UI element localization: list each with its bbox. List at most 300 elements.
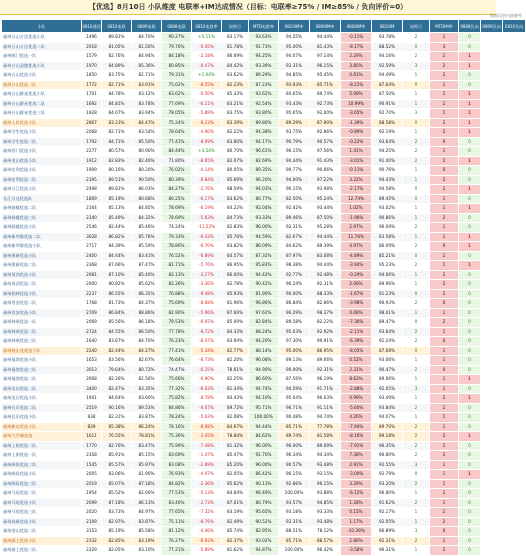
table-cell: 84.55% [102,327,132,337]
table-cell: 0 [459,365,481,375]
table-cell: 1768 [82,299,102,309]
table-row[interactable] [2,498,526,508]
table-cell: 84.62% [249,432,279,442]
table-row[interactable] [2,80,526,90]
table-cell: 87.50% [372,90,403,100]
table-cell: 80.72% [132,365,162,375]
table-cell: 82.05% [102,546,132,556]
table-cell: 2.29% [341,52,372,62]
column-header[interactable]: 0810IM率 [279,20,310,33]
table-row[interactable] [2,194,526,204]
table-cell: 87.50% [310,213,341,223]
table-cell: 2 [430,61,459,71]
table-cell: 82.71% [132,71,162,81]
table-cell: 1.41% [341,147,372,157]
table-cell: 2 [403,441,430,451]
table-cell: 94.25% [372,147,403,157]
column-header[interactable]: 0810IM [372,20,403,33]
column-header[interactable]: 0808负向 [459,20,481,33]
table-cell: 88.52% [372,42,403,52]
table-cell: 2 [430,318,459,328]
table-cell: 86.24% [132,422,162,432]
table-row[interactable] [2,318,526,328]
table-cell: -4.89% [341,251,372,261]
table-cell: 93.39% [249,61,279,71]
table-cell: 2019 [82,479,102,489]
table-cell: 81.43% [310,42,341,52]
table-cell: 2.86% [341,536,372,546]
table-cell: 82.26% [162,280,192,290]
table-cell: 80.05% [222,166,249,176]
table-cell: 94.87% [249,546,279,556]
table-cell: 76.55% [102,432,132,442]
table-cell: 87.47% [132,261,162,271]
table-cell: 93.93% [279,80,310,90]
table-cell: -2.89% [192,460,222,470]
table-cell: 97.14% [310,52,341,62]
data-note: 数据仅供内部参考 [490,13,522,18]
table-row[interactable] [2,346,526,356]
table-cell: 1772 [82,80,102,90]
table-cell: 84.84% [222,489,249,499]
table-cell: 0.99% [341,394,372,404]
table-cell: -3.58% [341,546,372,556]
table-cell: -1.96% [341,213,372,223]
team-name-cell: 福州上街优选二队 [2,441,82,451]
table-row[interactable] [2,403,526,413]
table-cell: 0 [430,527,459,537]
table-cell: 0 [459,80,481,90]
column-header[interactable]: 小队 [2,20,82,33]
table-cell: 1 [403,375,430,385]
table-cell: 79.31% [162,71,192,81]
table-cell: 2867 [82,118,102,128]
table-cell: 83.62% [162,90,192,100]
table-cell: 0 [430,365,459,375]
table-cell: -6.43% [192,232,222,242]
team-name-cell: 福州台山优选小队 [2,71,82,81]
table-cell: 89.47% [372,318,403,328]
table-cell: 96.71% [279,403,310,413]
table-cell: -3.00% [341,470,372,480]
table-cell: 12.74% [341,194,372,204]
table-row[interactable] [2,99,526,109]
table-cell: 0 [403,118,430,128]
table-cell: 94.43% [372,175,403,185]
table-cell: 87.97% [279,251,310,261]
table-cell: 83.08% [310,251,341,261]
table-cell: 93.64% [372,137,403,147]
table-cell: 77.69% [162,99,192,109]
table-cell: 84.86% [162,403,192,413]
table-row[interactable] [2,147,526,157]
table-cell: 0 [459,280,481,290]
table-cell: 81.58% [310,432,341,442]
table-cell: 89.09% [310,441,341,451]
table-cell: 96.15% [279,185,310,195]
table-cell: 2.31% [341,365,372,375]
table-row[interactable] [2,242,526,252]
table-cell: 2 [430,71,459,81]
table-cell: 82.77% [222,346,249,356]
table-cell: 1 [459,90,481,100]
table-cell: 96.15% [310,61,341,71]
table-cell: 1 [459,128,481,138]
table-row[interactable] [2,251,526,261]
table-cell: 96.49% [249,489,279,499]
table-row[interactable] [2,90,526,100]
table-cell: 0 [459,337,481,347]
table-row[interactable] [2,213,526,223]
table-cell: -4.14% [192,166,222,176]
table-cell: -6.11% [192,99,222,109]
table-cell: 93.44% [310,204,341,214]
table-cell: 86.84% [279,299,310,309]
table-cell: 90.24% [279,280,310,290]
table-row[interactable] [2,61,526,71]
table-cell: 2068 [82,128,102,138]
table-row[interactable] [2,33,526,43]
table-cell: -8.47% [192,337,222,347]
table-cell: 85.50% [132,137,162,147]
team-name-cell: 福州龙岩优选二队 [2,384,82,394]
table-cell: 85.20% [222,460,249,470]
table-cell: -6.25% [192,365,222,375]
table-cell: 0 [459,508,481,518]
table-cell: 2 [430,251,459,261]
table-cell: 96.00% [249,460,279,470]
table-cell: 1 [459,375,481,385]
table-cell: 2 [430,213,459,223]
table-cell: 83.41% [132,251,162,261]
team-name-cell: 福州马尾优选小队 [2,498,82,508]
team-name-cell: 福州马尾优选二队 [2,489,82,499]
table-cell: 1 [403,308,430,318]
table-cell: 80.85% [162,61,192,71]
table-cell: +1.04% [192,71,222,81]
report-title: 【优选】8月10日 小队维度 电联率+IM达成情况（目标：电联率≥75% / IM≥85% / 负向评价=0） [0,0,496,15]
table-cell: 94.55% [279,33,310,43]
table-cell: 0 [459,413,481,423]
table-cell: 81.62% [222,546,249,556]
table-cell: +3.54% [192,147,222,157]
table-row[interactable] [2,261,526,271]
table-row[interactable] [2,289,526,299]
table-row[interactable] [2,394,526,404]
table-cell: 82.67% [132,356,162,366]
table-cell: 96.00% [279,441,310,451]
table-cell: 94.44% [310,261,341,271]
team-name-cell: 福州台山群星优选小队 [2,90,82,100]
table-cell: 83.62% [222,71,249,81]
table-row[interactable] [2,384,526,394]
column-header[interactable]: 0810通话 [82,20,102,33]
table-cell: 2498 [82,185,102,195]
table-cell: -7.91% [341,441,372,451]
table-cell: 81.32% [222,441,249,451]
team-name-cell: 福州人民优选小队 [2,118,82,128]
table-row[interactable] [2,137,526,147]
table-cell: 71.80% [162,156,192,166]
table-cell: -5.96% [192,308,222,318]
table-cell: 2 [430,185,459,195]
table-cell: 2 [430,156,459,166]
column-header[interactable]: 0809电联 [132,20,162,33]
table-cell: 96.86% [249,299,279,309]
table-row[interactable] [2,536,526,546]
table-cell: 86.03% [132,185,162,195]
table-cell: 94.85% [310,498,341,508]
table-cell: -0.22% [341,137,372,147]
table-row[interactable] [2,517,526,527]
table-cell: 84.33% [222,327,249,337]
table-row[interactable] [2,441,526,451]
table-row[interactable] [2,118,526,128]
table-row[interactable] [2,299,526,309]
table-cell: 84.94% [132,52,162,62]
table-row[interactable] [2,270,526,280]
table-row[interactable] [2,308,526,318]
table-row[interactable] [2,546,526,556]
table-cell: 75.69% [162,299,192,309]
table-cell: -4.46% [192,527,222,537]
table-cell: 94.07% [372,413,403,423]
table-cell: 98.37% [310,308,341,318]
table-row[interactable] [2,337,526,347]
table-cell: 93.49% [372,394,403,404]
table-cell: 1 [403,99,430,109]
table-cell: 87.66% [102,261,132,271]
table-row[interactable] [2,42,526,52]
column-header[interactable]: 0808电联 [162,20,192,33]
table-cell: 95.23% [372,261,403,271]
team-name-cell: 福州新店优选小队 [2,422,82,432]
table-cell: 85.59% [132,242,162,252]
table-cell: -8.08% [192,422,222,432]
table-row[interactable] [2,128,526,138]
table-row[interactable] [2,327,526,337]
table-cell: 92.05% [372,517,403,527]
table-cell: 82.44% [102,346,132,356]
table-cell: 91.62% [372,498,403,508]
table-cell: 1 [430,33,459,43]
table-row[interactable] [2,156,526,166]
table-cell: 90.57% [279,460,310,470]
table-cell: 83.87% [132,517,162,527]
table-cell: 82.50% [279,194,310,204]
table-cell: 89.80% [249,118,279,128]
table-cell: 90.16% [102,403,132,413]
table-cell: 1 [430,460,459,470]
table-cell: 2 [403,451,430,461]
table-cell: 76.23% [162,337,192,347]
table-row[interactable] [2,413,526,423]
table-cell: 90.50% [132,175,162,185]
table-cell: 1 [430,90,459,100]
table-cell: 93.98% [310,185,341,195]
table-cell: -2.88% [341,384,372,394]
table-cell: 89.29% [279,118,310,128]
table-cell: 87.90% [310,118,341,128]
table-cell: 86.89% [372,527,403,537]
table-cell: 1 [459,185,481,195]
table-cell: 1 [430,479,459,489]
table-row[interactable] [2,71,526,81]
table-cell: 1 [459,61,481,71]
column-header[interactable]: MTD电联率 [249,20,279,33]
table-cell: 1 [459,156,481,166]
column-header[interactable]: 0809负向 [481,20,503,33]
table-cell: 78.69% [162,213,192,223]
table-cell: 1 [403,394,430,404]
table-row[interactable] [2,479,526,489]
table-cell: 83.40% [162,498,192,508]
table-cell: 93.63% [249,33,279,43]
table-cell: 1 [430,384,459,394]
team-name-cell: 福州晋安优选小队 [2,308,82,318]
table-cell: 78.81% [132,432,162,442]
table-cell: 2 [430,403,459,413]
table-cell: 94.90% [249,365,279,375]
table-cell: 82.46% [132,156,162,166]
table-cell: 81.73% [102,299,132,309]
table-cell: 0 [459,517,481,527]
table-cell: -2.11% [341,327,372,337]
table-cell: 0 [459,308,481,318]
team-name-cell: 福州林果优选三队 [2,337,82,347]
table-cell: -8.65% [192,156,222,166]
table-cell: 85.69% [222,175,249,185]
table-cell: 2 [430,451,459,461]
table-cell: 1 [459,109,481,119]
table-cell: 83.08% [162,460,192,470]
column-header[interactable]: 较昨日 [403,20,430,33]
table-row[interactable] [2,175,526,185]
table-row[interactable] [2,166,526,176]
table-row[interactable] [2,204,526,214]
table-cell: -6.17% [192,194,222,204]
table-cell: 77.65% [162,508,192,518]
table-cell: 80.20% [132,166,162,176]
table-cell: 92.92% [310,327,341,337]
team-name-cell: 福州柏林优选小队 [2,289,82,299]
table-row[interactable] [2,432,526,442]
table-cell: 86.09% [372,242,403,252]
table-cell: 94.00% [279,175,310,185]
table-cell: 0 [459,147,481,157]
table-cell: 0 [403,346,430,356]
table-cell: 84.78% [102,90,132,100]
table-row[interactable] [2,470,526,480]
table-cell: 81.96% [222,299,249,309]
table-row[interactable] [2,460,526,470]
table-cell: 2099 [82,498,102,508]
column-header[interactable]: 0810电联率 [192,20,222,33]
table-cell: 84.22% [222,204,249,214]
table-cell: 2358 [82,451,102,461]
column-header[interactable]: 0810电联 [102,20,132,33]
column-header[interactable]: 0810负向 [503,20,526,33]
table-cell: +5.11% [192,33,222,43]
table-cell: 89.46% [279,213,310,223]
table-row[interactable] [2,422,526,432]
table-cell: 0 [459,71,481,81]
column-header[interactable]: 0808IM率 [341,20,372,33]
column-header[interactable]: 0809IM率 [310,20,341,33]
table-cell: 88.58% [372,118,403,128]
table-row[interactable] [2,52,526,62]
table-row[interactable] [2,527,526,537]
table-row[interactable] [2,185,526,195]
table-cell: 95.00% [279,42,310,52]
table-cell: 2 [403,156,430,166]
table-cell: 2 [403,536,430,546]
table-row[interactable] [2,109,526,119]
table-row[interactable] [2,223,526,233]
table-row[interactable] [2,375,526,385]
table-cell: -7.48% [192,441,222,451]
table-cell: 83.47% [132,441,162,451]
table-row[interactable] [2,451,526,461]
table-cell: 0 [459,451,481,461]
table-cell: 89.29% [249,71,279,81]
table-cell: 2 [403,137,430,147]
table-cell: -7.36% [341,318,372,328]
table-cell: 85.21% [372,251,403,261]
team-name-cell: 福州学生优选二队 [2,137,82,147]
table-cell: 76.52% [162,251,192,261]
table-cell: 92.59% [372,61,403,71]
table-cell: -0.29% [341,270,372,280]
table-cell: 2 [403,261,430,271]
table-cell: 1 [430,232,459,242]
table-cell: -4.90% [192,128,222,138]
table-cell: -9.23% [192,118,222,128]
table-row[interactable] [2,232,526,242]
table-row[interactable] [2,356,526,366]
table-row[interactable] [2,280,526,290]
table-cell: 76.64% [162,356,192,366]
table-cell: 1 [430,194,459,204]
table-cell: 0 [459,422,481,432]
column-header[interactable]: 较昨日 [222,20,249,33]
table-cell: 1 [430,375,459,385]
table-cell: 82.05% [222,470,249,480]
table-cell: 90.27% [162,33,192,43]
table-cell: 1 [403,280,430,290]
table-row[interactable] [2,508,526,518]
column-header[interactable]: MTDIM率 [430,20,459,33]
table-cell: 78.86% [162,242,192,252]
table-cell: 83.39% [222,118,249,128]
table-row[interactable] [2,365,526,375]
table-cell: 0 [459,166,481,176]
table-cell: 92.86% [310,128,341,138]
table-cell: 0 [459,327,481,337]
table-cell: 75.66% [162,375,192,385]
table-cell: 1701 [82,90,102,100]
table-cell: 2 [430,175,459,185]
table-cell: 8.63% [341,375,372,385]
table-cell: 0 [430,299,459,309]
table-cell: -3.94% [341,261,372,271]
table-cell: 96.00% [249,441,279,451]
table-cell: -8.78% [192,394,222,404]
table-cell: 83.17% [222,33,249,43]
table-cell: 96.03% [310,394,341,404]
table-row[interactable] [2,489,526,499]
table-cell: 1 [403,489,430,499]
